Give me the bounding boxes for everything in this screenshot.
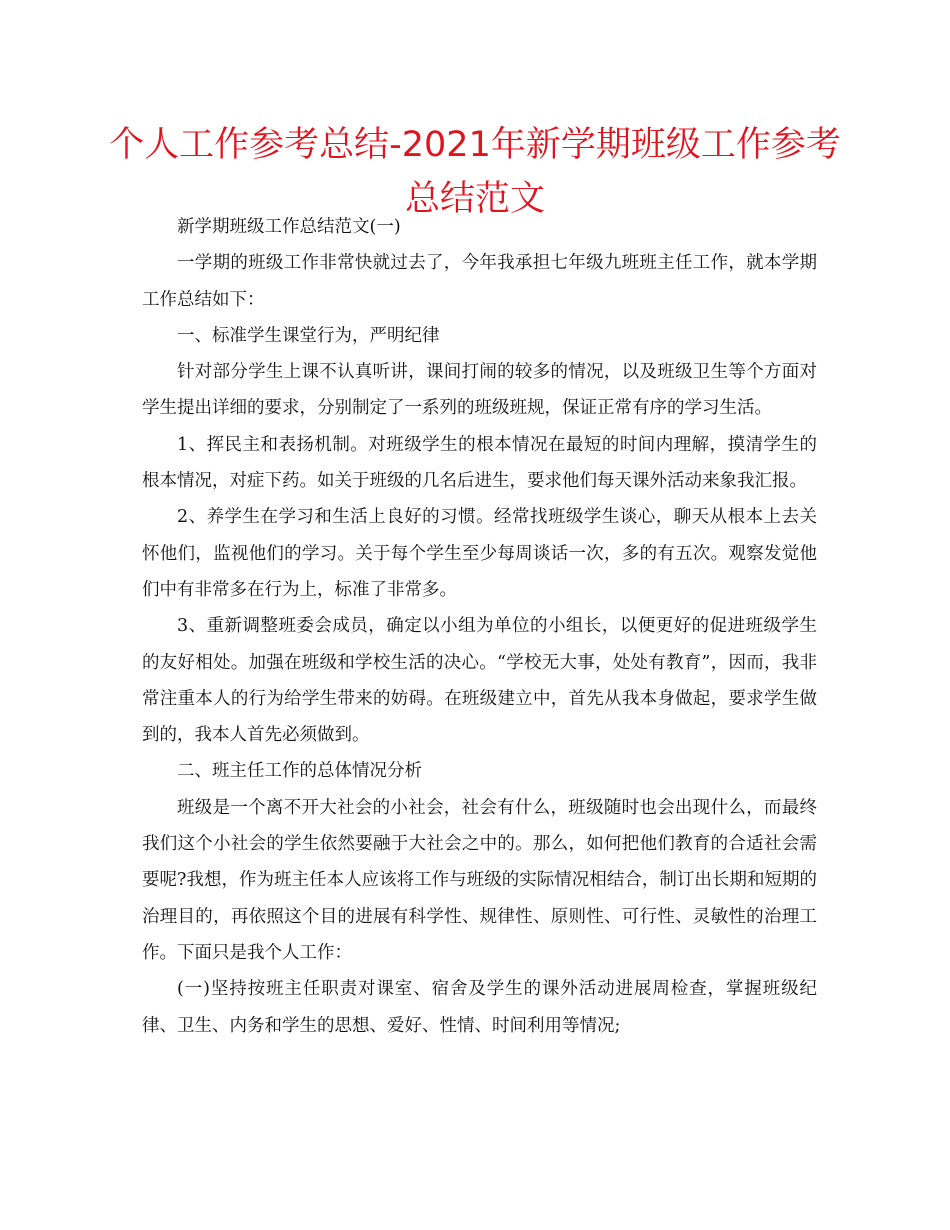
paragraph: 针对部分学生上课不认真听讲，课间打闹的较多的情况，以及班级卫生等个方面对学生提出详细的要求，分别制定了一系列的班级班规，保证正常有序的学习生活。 — [142, 362, 817, 419]
paragraph-subtitle: 新学期班级工作总结范文(一) — [177, 217, 401, 237]
section-heading: 一、标准学生课堂行为，严明纪律 — [177, 325, 440, 346]
paragraph: 1、挥民主和表扬机制。对班级学生的根本情况在最短的时间内理解，摸清学生的根本情况，对症下药。如关于班级的几名后进生，要求他们每天课外活动来象我汇报。 — [142, 434, 817, 492]
document-title: 个人工作参考总结-2021年新学期班级工作参考总结范文 — [109, 125, 841, 219]
paragraph: 2、养学生在学习和生活上良好的习惯。经常找班级学生谈心，聊天从根本上去关怀他们，监视他们的学习。关于每个学生至少每周谈话一次，多的有五次。观察发觉他们中有非常多在行为上，标准了非常多。 — [142, 507, 817, 600]
paragraph: 3、重新调整班委会成员，确定以小组为单位的小组长，以便更好的促进班级学生的友好相处。加强在班级和学校生活的决心。“学校无大事，处处有教育”，因而，我非常注重本人的行为给学生带来的妨碍。在班级建立中，首先从我本身做起，要求学生做到的，我本人首先必须做到。 — [142, 616, 817, 746]
paragraph: (一)坚持按班主任职责对课室、宿舍及学生的课外活动进展周检查，掌握班级纪律、卫生、内务和学生的思想、爱好、性情、时间利用等情况; — [142, 979, 817, 1036]
paragraph: 班级是一个离不开大社会的小社会，社会有什么，班级随时也会出现什么，而最终我们这个小社会的学生依然要融于大社会之中的。那么，如何把他们教育的合适社会需要呢?我想，作为班主任本人应该将工作与班级的实际情况相结合，制订出长期和短期的治理目的，再依照这个目的进展有科学性、规律性、原则性、可行性、灵敏性的治理工作。下面只是我个人工作： — [142, 797, 817, 963]
paragraph: 一学期的班级工作非常快就过去了，今年我承担七年级九班班主任工作，就本学期工作总结如下： — [142, 253, 817, 310]
document-body — [142, 209, 817, 1044]
section-heading: 二、班主任工作的总体情况分析 — [177, 761, 422, 782]
